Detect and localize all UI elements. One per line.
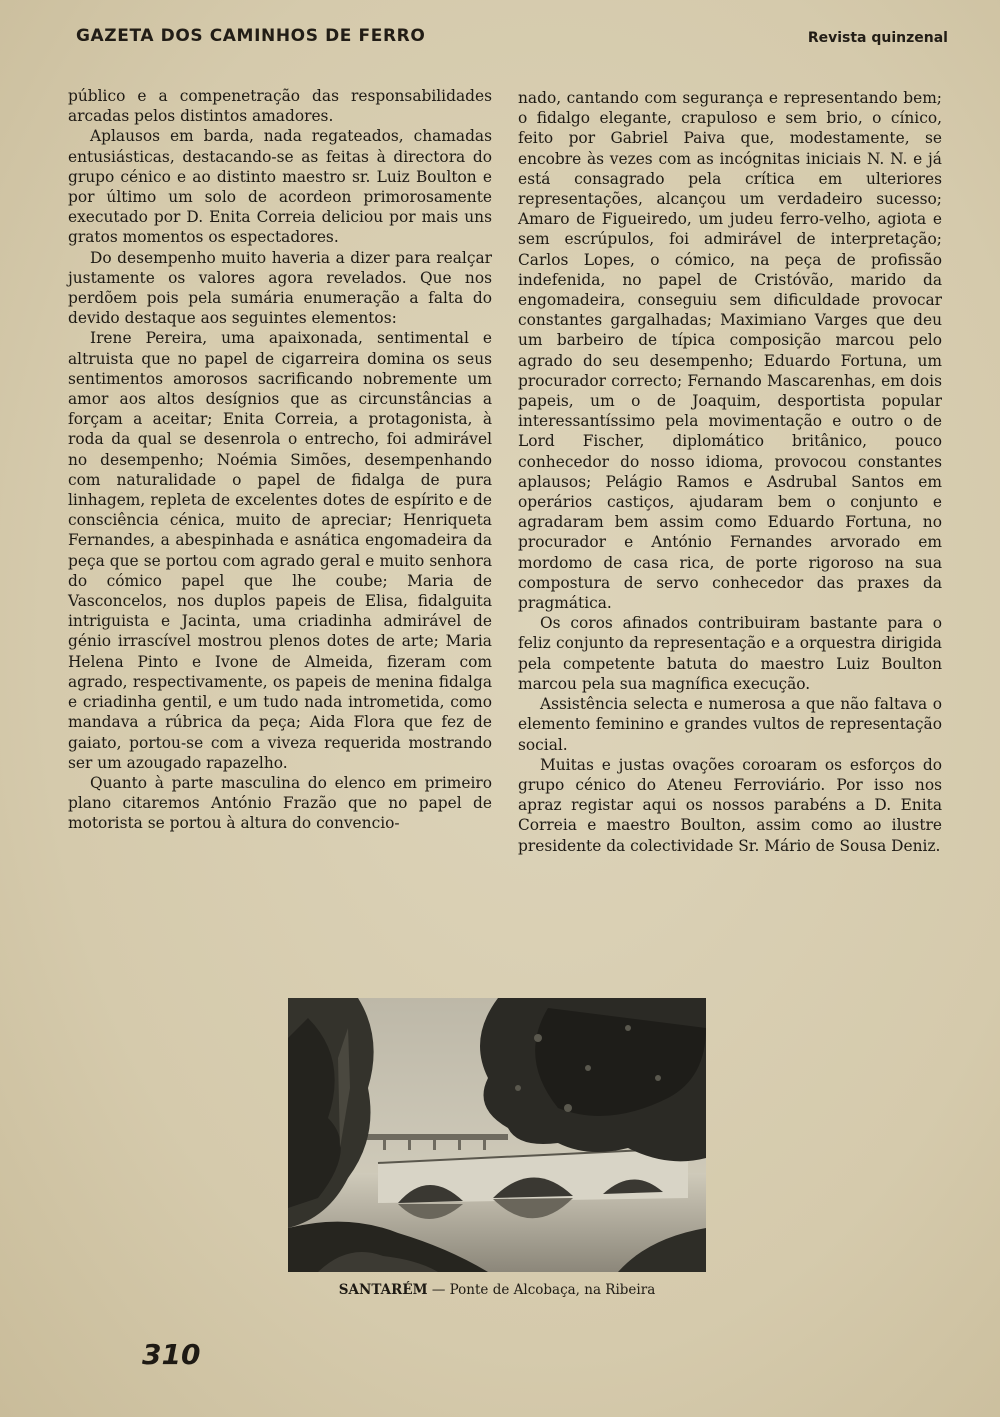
paragraph: Assistência selecta e numerosa a que não faltava o elemento feminino e grandes vultos de representação social. (518, 695, 942, 754)
paragraph: Do desempenho muito haveria a dizer para realçar justamente os valores agora revelados. Que nos perdõem pois pela sumária enumeração a falta do devido destaque aos seguintes elementos: (68, 248, 492, 328)
paragraph: Irene Pereira, uma apaixonada, sentimental e altruista que no papel de cigarreira domina os seus sentimentos amorosos sacrificando nobremente um amor aos altos desígnios que as circunstâncias a forçam a aceitar; Enita Correia, a protagonista, à roda da qual se desenrola o entrecho, foi admirável no desempenho; Noémia Simões, desempenhando com naturalidade o papel de fidalga de pura linhagem, repleta de excelentes dotes de espírito e de consciência cénica, muito de apreciar; Henriqueta Fernandes, a abespinhada e asnática engomadeira da peça que se portou com agrado geral e muito senhora do cómico papel que lhe coube; Maria de Vasconcelos, nos duplos papeis de Elisa, fidalguita intriguista e Jacinta, uma criadinha admirável de génio irrascível mostrou plenos dotes de arte; Maria Helena Pinto e Ivone de Almeida, fizeram com agrado, respectivamente, os papeis de menina fidalga e criadinha gentil, e um tudo nada intrometida, como mandava a rúbrica da peça; Aida Flora que fez de gaiato, portou-se com a viveza requerida mostrando ser um azougado rapazelho. (68, 329, 492, 772)
caption-place: SANTARÉM (338, 1282, 428, 1298)
left-column (68, 86, 492, 834)
paragraph: público e a compenetração das responsabilidades arcadas pelos distintos amadores. (68, 87, 492, 126)
journal-subtitle: Revista quinzenal (807, 30, 948, 46)
paragraph: Quanto à parte masculina do elenco em primeiro plano citaremos António Frazão que no papel de motorista se portou à altura do convencio- (68, 773, 492, 833)
paragraph: nado, cantando com segurança e representando bem; o fidalgo elegante, crapuloso e sem brio, o cínico, feito por Gabriel Paiva que, modestamente, se encobre às vezes com as incógnitas iniciais N. N. e já está consagrado pela crítica em ulteriores representações, alcançou um verdadeiro sucesso; Amaro de Figueiredo, um judeu ferro-velho, agiota e sem escrúpulos, foi admirável de interpretação; Carlos Lopes, o cómico, na peça de profissão indefenida, no papel de Cristóvão, marido da engomadeira, conseguiu sem dificuldade provocar constantes gargalhadas; Maximiano Varges que deu um barbeiro de típica composição marcou pelo agrado do seu desempenho; Eduardo Fortuna, um procurador correcto; Fernando Mascarenhas, em dois papeis, um o de Joaquim, desportista popular interessantíssimo pela movimentação e outro o de Lord Fischer, diplomático britânico, pouco conhecedor do nosso idioma, provocou constantes aplausos; Pelágio Ramos e Asdrubal Santos em operários castiços, ajudaram bem o conjunto e agradaram bem assim como Eduardo Fortuna, no procurador e António Fernandes arvorado em mordomo de casa rica, de porte rigoroso na sua compostura de servo conhecedor das praxes da pragmática. (518, 89, 942, 613)
paragraph: Os coros afinados contribuiram bastante para o feliz conjunto da representação e a orquestra dirigida pela competente batuta do maestro Luiz Boulton marcou pela sua magnífica execução. (518, 614, 942, 693)
page-number: 310 (142, 1338, 201, 1371)
right-column (518, 88, 942, 856)
photo-caption (288, 1282, 706, 1298)
journal-title: GAZETA DOS CAMINHOS DE FERRO (76, 26, 426, 46)
paragraph: Muitas e justas ovações coroaram os esforços do grupo cénico do Ateneu Ferroviário. Por isso nos apraz registar aqui os nossos parabéns a D. Enita Correia e maestro Boulton, assim como ao ilustre presidente da colectividade Sr. Mário de Sousa Deniz. (518, 755, 942, 855)
paragraph: Aplausos em barda, nada regateados, chamadas entusiásticas, destacando-se as feitas à directora do grupo cénico e ao distinto maestro sr. Luiz Boulton e por último um solo de acordeon primorosamente executado por D. Enita Correia deliciou por mais uns gratos momentos os espectadores. (68, 127, 492, 247)
bridge-photograph (288, 998, 706, 1272)
caption-text: — Ponte de Alcobaça, na Ribeira (427, 1282, 656, 1298)
